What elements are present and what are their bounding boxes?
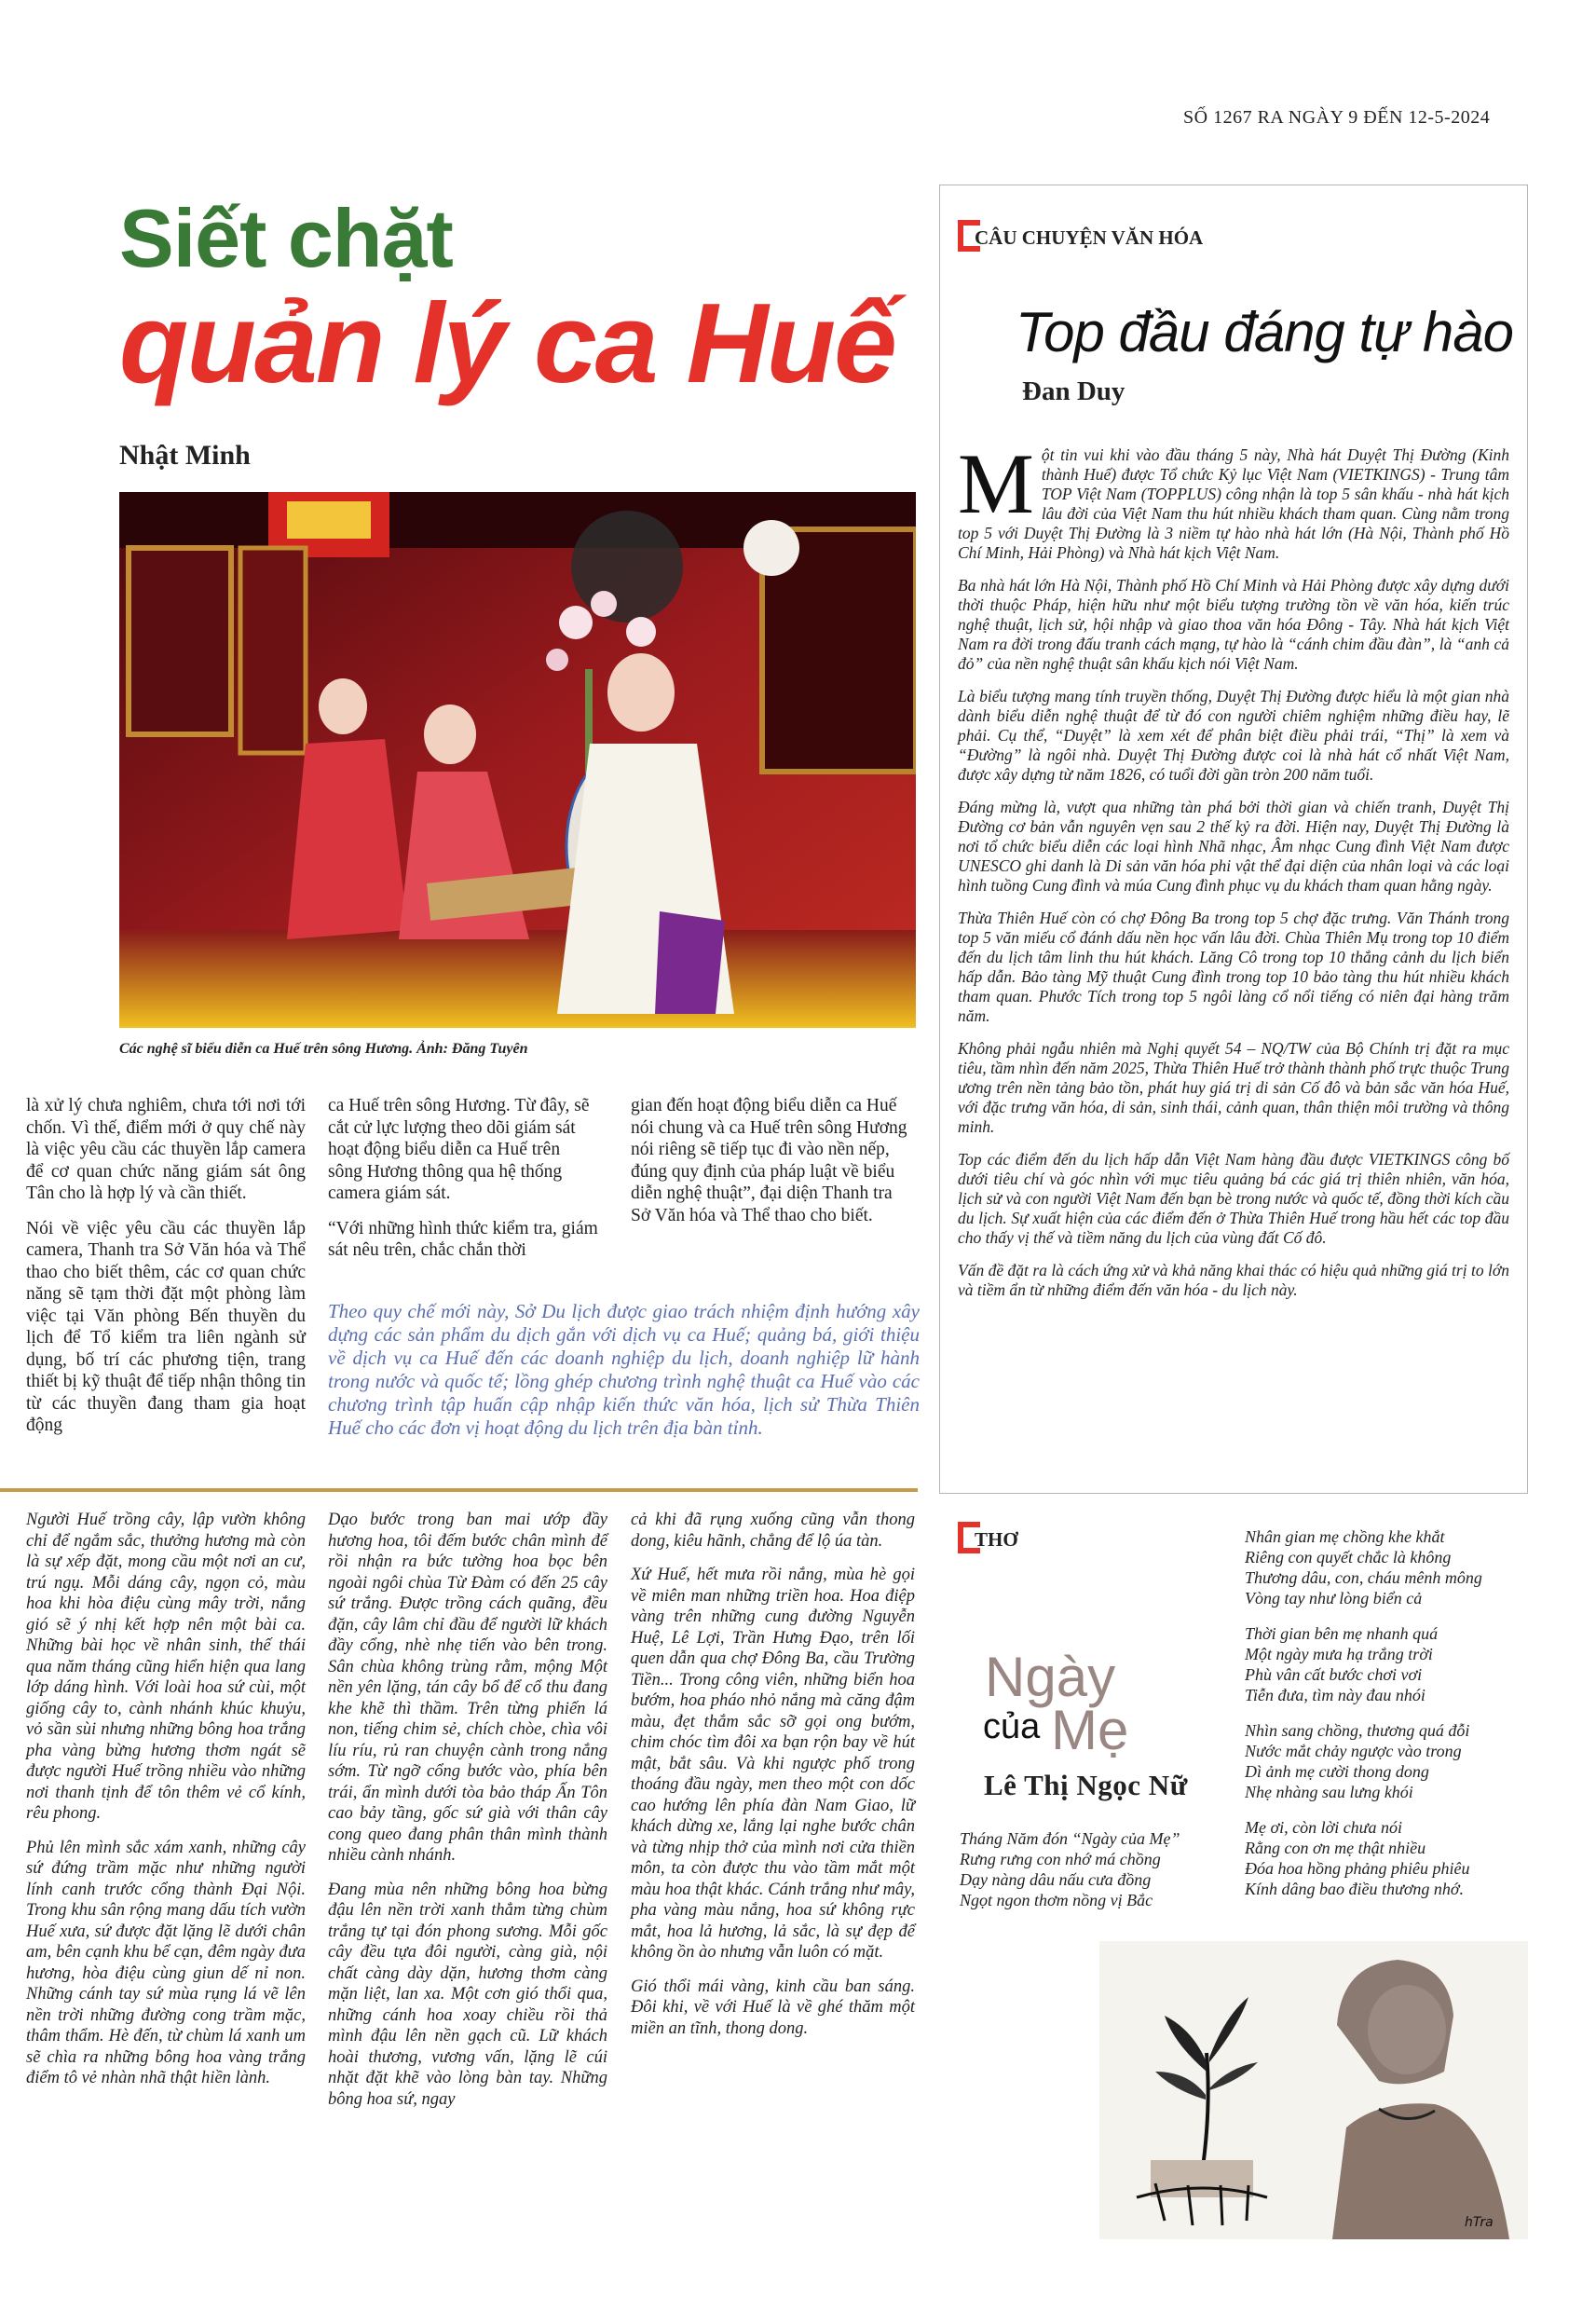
poem-stanza: Nhân gian mẹ chồng khe khắt Riêng con quyết chắc là không Thương dâu, con, cháu mênh mông Vòng tay như lòng biển cả [1245, 1527, 1482, 1607]
section-label: CÂU CHUYỆN VĂN HÓA [975, 226, 1204, 249]
artist-signature: hTra [1465, 2215, 1494, 2230]
paragraph: Gió thổi mái vàng, kinh cầu ban sáng. Đôi khi, về với Huế là về ghé thăm một miền an tĩnh, thong dong. [631, 1977, 915, 2038]
poem-column-1 [960, 1828, 1239, 1925]
culture-body [958, 436, 1509, 1313]
paragraph: cả khi đã rụng xuống cũng vẫn thong dong, kiêu hãnh, chẳng để lộ úa tàn. [631, 1511, 915, 1551]
paragraph: Nói về việc yêu cầu các thuyền lắp camera, Thanh tra Sở Văn hóa và Thể thao cho biết thêm, các cơ quan chức năng sẽ tạm thời đặt một phòng làm việc tại Văn phòng Bến thuyền du lịch để Tổ kiểm tra liên ngành sử dụng, bố trí các phương tiện, trang thiết bị kỹ thuật để tiếp nhận thông tin từ các thuyền đang tham gia hoạt động [26, 1218, 306, 1435]
section-label: THƠ [975, 1528, 1018, 1551]
photo-caption: Các nghệ sĩ biểu diễn ca Huế trên sông Hương. Ảnh: Đăng Tuyên [119, 1041, 528, 1057]
paragraph: Người Huế trồng cây, lập vườn không chỉ để ngắm sắc, thưởng hương mà còn là sự xếp đặt, mong cầu một nơi an cư, trú ngụ. Mỗi dáng cây, ngọn cỏ, màu hoa khi hòa điệu cùng mây trời, nắng gió sẽ ý nhị kết hợp nên một bài ca. Những bài học về nhân sinh, thế thái qua năm tháng cũng hiển hiện qua lang lớp dáng hình. Với loài hoa sứ cùi, một giống cây to, cành nhánh khúc khuỷu, vỏ sần sùi nhưng những bông hoa trắng pha vàng bừng hương thơm ngát sẽ được người Huế trồng nhiều vào những nơi thanh tịnh để tôn thêm vẻ cổ kính, rêu phong. [26, 1511, 306, 1823]
section-divider [0, 1488, 918, 1492]
article-column-2 [328, 1095, 598, 1275]
poem-stanza: Thời gian bên mẹ nhanh quá Một ngày mưa hạ trắng trời Phù vân cất bước chơi vơi Tiễn đưa, tìm này đau nhói [1245, 1624, 1439, 1704]
paragraph: Dạo bước trong ban mai ướp đầy hương hoa, tôi đếm bước chân mình để rồi nhận ra bức tường hoa bọc bên ngoài ngôi chùa Từ Đàm có đến 25 cây sứ trắng. Được trồng cách quãng, đều đặn, cây lâm chỉ đầu để người lữ khách đầy cổng, nhè nhẹ tiến vào bên trong. Sân chùa không trùng rằm, mộng Một nền yên lặng, tán cây bổ để cổ thu đang khe khẽ thì thầm. Trên từng phiến lá non, tiếng chim sẻ, chích chòe, chìa vôi líu ríu, rủ ran chuyện cành trong nắng sớm. Từ ngỡ cổng bước vào, phía bên trái, ẩn mình dưới tòa bảo tháp Ấn Tôn cao bảy tầng, gốc sứ già với thân cây cong queo đang phân thân mình thành nhiều cành nhánh. [328, 1511, 607, 1865]
poem-title-me: Mẹ [1051, 1699, 1129, 1761]
issue-info: SỐ 1267 RA NGÀY 9 ĐẾN 12-5-2024 [1183, 107, 1491, 128]
performers-photo [119, 492, 916, 1028]
culture-title: Top đầu đáng tự hào [1016, 301, 1513, 363]
paragraph: Là biểu tượng mang tính truyền thống, Duyệt Thị Đường được hiểu là một gian nhà dành biểu diễn nghệ thuật để từ đó con người chiêm nghiệm những điều hay, lẽ phải. Cụ thể, “Duyệt” là xem xét để phân biệt điều phải trái, “Thị” là xem và “Đường” là ngôi nhà. Duyệt Thị Đường được coi là nhà hát cổ nhất Việt Nam, được xây dựng từ năm 1826, có tuổi đời gần tròn 200 năm tuổi. [958, 687, 1509, 784]
headline-line1: Siết chặt [119, 192, 453, 284]
essay-column-2 [328, 1510, 607, 2123]
paragraph: Không phải ngẫu nhiên mà Nghị quyết 54 – NQ/TW của Bộ Chính trị đặt ra mục tiêu, tầm nhìn đến năm 2025, Thừa Thiên Huế trở thành thành phố trực thuộc Trung ương trên nền tảng bảo tồn, phát huy giá trị di sản Cố đô và bản sắc văn hóa Huế, với đặc trưng văn hóa, di sản, sinh thái, cảnh quan, thân thiện môi trường và thông minh. [958, 1039, 1509, 1136]
paragraph: Xứ Huế, hết mưa rồi nắng, mùa hè gọi về miên man những triền hoa. Hoa điệp vàng trên những cung đường Nguyễn Huệ, Lê Lợi, Trần Hưng Đạo, trên lối quen dẫn qua chợ Đông Ba, cầu Trường Tiền... Trong công viên, những biển hoa bướm, hoa pháo nhỏ nắng mà căng đậm màu, đẹt thắm sắc sỡ gọi ong bướm, chim chóc tìm đôi xa bạn rộn bay về hút mật, bắt sâu. Và khi ngược phố trong thoáng đầu ngày, men theo một con dốc cao hướng lên phía đàn Nam Giao, lữ khách dừng xe, lắng lại nghe bước chân và từng nhịp thở của mình nơi cửa thiền môn, ta còn được thu vào tầm mắt một màu hoa thật khác. Cánh trắng như mây, pha vàng màu nắng, hoa sứ không rực mắt, hoa lả hương, lả sắc, là sự đẹp để không ồn ào nhưng vẫn luôn có mặt. [631, 1566, 915, 1962]
pull-quote: Theo quy chế mới này, Sở Du lịch được giao trách nhiệm định hướng xây dựng các sản phẩm du dịch gắn với dịch vụ ca Huế; quảng bá, giới thiệu về dịch vụ ca Huế đến các doanh nghiệp du lịch, doanh nghiệp lữ hành trong nước và quốc tế; lồng ghép chương trình nghệ thuật ca Huế vào các chương trình tập huấn cập nhập kiến thức văn hóa, lịch sử Thừa Thiên Huế cho các đơn vị hoạt động du lịch trên địa bàn tỉnh. [328, 1300, 920, 1439]
paragraph: gian đến hoạt động biểu diễn ca Huế nói chung và ca Huế trên sông Hương nói riêng sẽ tiếp tục đi vào nền nếp, đúng quy định của pháp luật về biểu diễn nghệ thuật”, đại diện Thanh tra Sở Văn hóa và Thể thao cho biết. [631, 1096, 907, 1225]
poem-stanza: Nhìn sang chồng, thương quá đỗi Nước mắt chảy ngược vào trong Dì ảnh mẹ cười thong dong Nhẹ nhàng sau lưng khói [1245, 1721, 1470, 1801]
drop-cap: M [958, 436, 1034, 531]
paragraph: Phủ lên mình sắc xám xanh, những cây sứ đứng trầm mặc như những người lính canh trước cổng thành Đại Nội. Trong khu sân rộng mang dấu tích vườn Huế xưa, sứ được đặt lặng lẽ dưới chân am, bên cạnh khu bể cạn, đêm ngày đưa hương, hòa điệu cùng giun dế nỉ non. Những cánh tay sứ mùa rụng lá vẽ lên nền trời những đường cong trầm mặc, thâm thẩm. Hè đến, từ chùm lá xanh um sẽ chìa ra những bông hoa vàng trắng điểm tô vẻ nhàn nhã thật hiền lành. [26, 1838, 306, 2087]
poem-illustration [1099, 1941, 1528, 2239]
poem-section-header [958, 1522, 1018, 1553]
paragraph: Đáng mừng là, vượt qua những tàn phá bởi thời gian và chiến tranh, Duyệt Thị Đường cơ bản vẫn nguyên vẹn sau 2 thế kỷ ra đời. Hiện nay, Duyệt Thị Đường là nơi tổ chức biểu diễn các loại hình Nhã nhạc, Âm nhạc Cung đình Việt Nam được UNESCO ghi danh là Di sản văn hóa phi vật thể đại diện của nhân loại và các loại hình tuồng Cung đình và múa Cung đình phục vụ du khách tham quan hằng ngày. [958, 798, 1509, 895]
poem-author: Lê Thị Ngọc Nữ [984, 1769, 1188, 1801]
paragraph: Thừa Thiên Huế còn có chợ Đông Ba trong top 5 chợ đặc trưng. Văn Thánh trong top 5 văn miếu cổ đánh dấu nền học vấn lâu đời. Chùa Thiên Mụ trong top 10 điểm đến du lịch tâm linh thu hút khách. Lăng Cô trong top 10 thắng cảnh du lịch biển hấp dẫn. Bảo tàng Mỹ thuật Cung đình trong top 10 bảo tàng thu hút nhiều khách tham quan. Phước Tích trong top 5 ngôi làng cổ nổi tiếng có niên đại hàng trăm năm. [958, 909, 1509, 1025]
poem-title-line1: Ngày [985, 1646, 1116, 1708]
paragraph: Ba nhà hát lớn Hà Nội, Thành phố Hồ Chí Minh và Hải Phòng được xây dựng dưới thời thuộc Pháp, hiện hữu như một biểu tượng trường tồn về văn hóa, kiến trúc nghệ thuật, lịch sử, hội nhập và giao thoa văn hóa Đông - Tây. Nhà hát kịch Việt Nam ra đời trong đấu tranh cách mạng, tự hào là “cánh chim đầu đàn”, là “anh cả đỏ” của nền nghệ thuật sân khấu kịch nói Việt Nam. [958, 576, 1509, 673]
article-column-3 [631, 1095, 915, 1239]
article-column-1 [26, 1095, 306, 1450]
poem-stanza: Tháng Năm đón “Ngày của Mẹ” Rưng rưng con nhớ má chồng Dạy nàng dâu nấu cưa đồng Ngọt ngon thơm nồng vị Bắc [960, 1829, 1180, 1909]
poem-title-cua: của [983, 1707, 1041, 1746]
paragraph: Top các điểm đến du lịch hấp dẫn Việt Nam hàng đầu được VIETKINGS công bố dưới tiêu chí và góc nhìn với mục tiêu quảng bá các giá trị thiên nhiên, văn hóa, lịch sử và con người Việt Nam đến bạn bè trong nước và quốc tế, đồng thời kích cầu du lịch. Sự xuất hiện của các điểm đến ở Thừa Thiên Huế trong hầu hết các top đầu cho thấy vị thế và tiềm năng du lịch của vùng đất Cố đô. [958, 1150, 1509, 1247]
essay-column-3 [631, 1510, 915, 2052]
paragraph: “Với những hình thức kiểm tra, giám sát nêu trên, chắc chắn thời [328, 1218, 598, 1260]
essay-column-1 [26, 1510, 306, 2102]
culture-section-header [958, 220, 1203, 252]
poem-column-2 [1245, 1526, 1524, 1914]
paragraph: ca Huế trên sông Hương. Từ đây, sẽ cắt cử lực lượng theo dõi giám sát hoạt động biểu diễn ca Huế trên sông Hương thông qua hệ thống camera giám sát. [328, 1096, 590, 1203]
paragraph: Vấn đề đặt ra là cách ứng xử và khả năng khai thác có hiệu quả những giá trị to lớn và tiềm ẩn từ những điểm đến văn hóa - du lịch này. [958, 1261, 1509, 1299]
culture-author: Đan Duy [1022, 376, 1125, 406]
paragraph: là xử lý chưa nghiêm, chưa tới nơi tới chốn. Vì thế, điểm mới ở quy chế này là việc yêu cầu các thuyền lắp camera để cơ quan chức năng giám sát ông Tân cho là hợp lý và cần thiết. [26, 1096, 306, 1203]
paragraph: Một tin vui khi vào đầu tháng 5 này, Nhà hát Duyệt Thị Đường (Kinh thành Huế) được Tổ chức Kỷ lục Việt Nam (VIETKINGS) - Trung tâm TOP Việt Nam (TOPPLUS) công nhận là top 5 sân khấu - nhà hát kịch lâu đời của Việt Nam thu hút nhiều khách tham quan. Cùng nằm trong top 5 với Duyệt Thị Đường là 3 niềm tự hào nhà hát lớn (Hà Nội, Thành phố Hồ Chí Minh, Hải Phòng) và Nhà hát kịch Việt Nam. [958, 436, 1509, 562]
article-author: Nhật Minh [119, 440, 251, 471]
poem-stanza: Mẹ ơi, còn lời chưa nói Rằng con ơn mẹ thật nhiều Đóa hoa hồng phảng phiêu phiêu Kính dâng bao điều thương nhớ. [1245, 1818, 1470, 1898]
headline-line2: quản lý ca Huế [119, 280, 896, 406]
paragraph: Đang mùa nên những bông hoa bừng đậu lên nền trời xanh thẳm từng chùm trắng tự tại đón phong sương. Mỗi gốc cây đều tựa đôi người, càng già, nội chất càng dày dặn, hương thơm càng mặn liệt, lan xa. Một cơn gió thổi qua, những cánh hoa xoay chiều rồi thả mình đậu lên nền gạch cũ. Lữ khách hoài thương, vương vấn, lặng lẽ cúi nhặt đặt khẽ vào lòng bàn tay. Những bông hoa sứ, ngay [328, 1880, 607, 2109]
